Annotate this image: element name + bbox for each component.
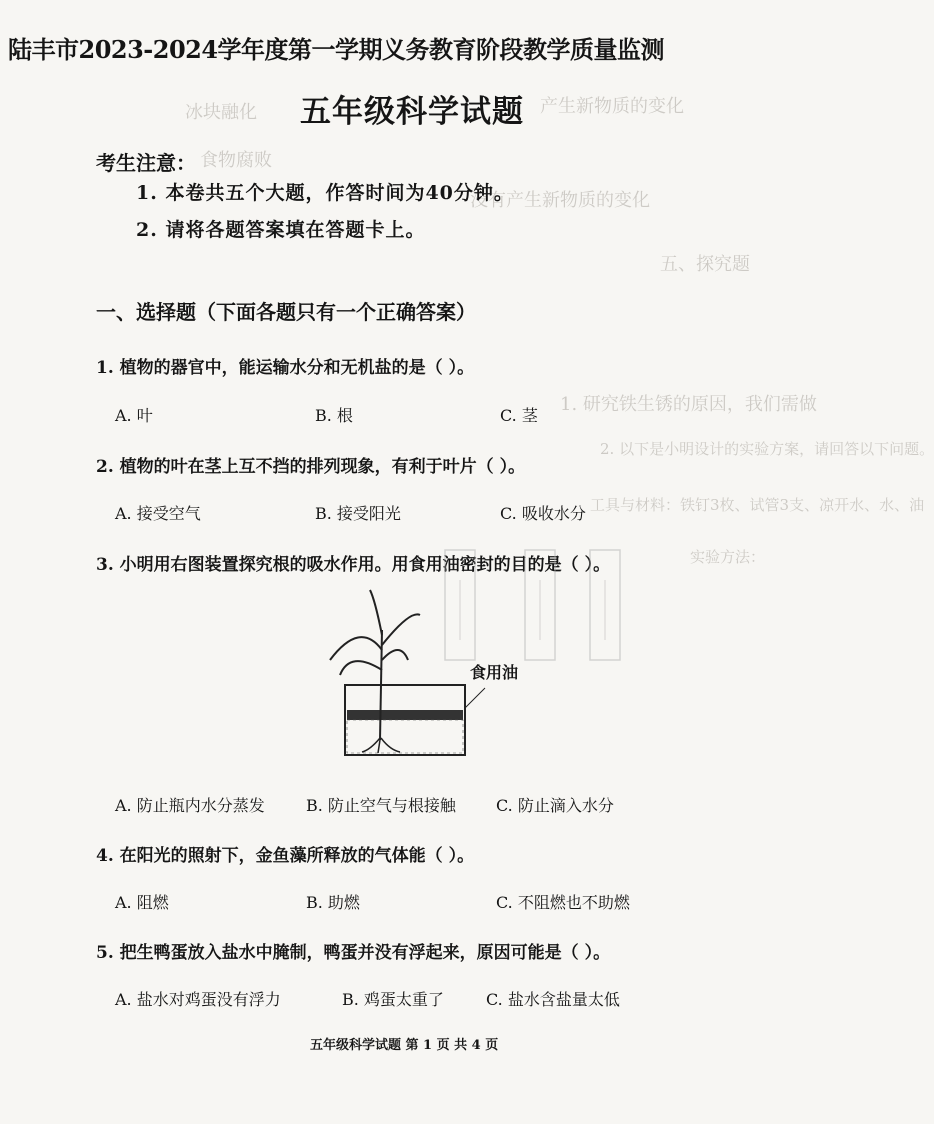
bleed-text: 实验方法： (690, 548, 766, 566)
bleed-text: 工具与材料：铁钉3枚、试管3支、凉开水、水、油 (590, 496, 925, 514)
question-4: 4. 在阳光的照射下，金鱼藻所释放的气体能（ ）。 (96, 846, 475, 866)
question-1: 1. 植物的器官中，能运输水分和无机盐的是（ ）。 (96, 358, 475, 378)
notice-label: 考生注意： (96, 151, 196, 175)
bleed-text: 五、探究题 (660, 254, 750, 275)
option-b: B. 防止空气与根接触 (306, 796, 456, 815)
option-b: B. 鸡蛋太重了 (342, 990, 444, 1009)
option-a: A. 接受空气 (115, 504, 201, 523)
option-a: A. 阻燃 (115, 893, 169, 912)
exam-header: 陆丰市2023-2024学年度第一学期义务教育阶段教学质量监测 (8, 35, 665, 64)
notice-item: 1. 本卷共五个大题，作答时间为40分钟。 (136, 182, 514, 204)
option-b: B. 根 (315, 406, 353, 425)
option-b: B. 接受阳光 (315, 504, 401, 523)
bleed-text: 食物腐败 (200, 150, 272, 171)
option-a: A. 盐水对鸡蛋没有浮力 (115, 990, 281, 1009)
option-c: C. 盐水含盐量太低 (486, 990, 620, 1009)
option-c: C. 不阻燃也不助燃 (496, 893, 630, 912)
bleed-text: 没有产生新物质的变化 (470, 190, 650, 211)
plant-jar-figure (290, 590, 570, 765)
bleed-text: 2. 以下是小明设计的实验方案，请回答以下问题。 (600, 440, 934, 458)
option-c: C. 防止滴入水分 (496, 796, 614, 815)
question-3: 3. 小明用右图装置探究根的吸水作用。用食用油密封的目的是（ ）。 (96, 555, 611, 575)
option-a: A. 防止瓶内水分蒸发 (115, 796, 265, 815)
option-b: B. 助燃 (306, 893, 360, 912)
page-footer: 五年级科学试题 第 1 页 共 4 页 (310, 1038, 499, 1053)
bleed-text: 产生新物质的变化 (540, 96, 684, 117)
oil-label: 食用油 (470, 663, 519, 682)
option-a: A. 叶 (115, 406, 153, 425)
notice-item: 2. 请将各题答案填在答题卡上。 (136, 219, 426, 241)
question-2: 2. 植物的叶在茎上互不挡的排列现象，有利于叶片（ ）。 (96, 457, 526, 477)
page-title: 五年级科学试题 (300, 94, 524, 130)
option-c: C. 茎 (500, 406, 538, 425)
option-c: C. 吸收水分 (500, 504, 586, 523)
question-5: 5. 把生鸭蛋放入盐水中腌制，鸭蛋并没有浮起来，原因可能是（ ）。 (96, 943, 611, 963)
bleed-text: 冰块融化 (185, 102, 257, 123)
section-heading: 一、选择题（下面各题只有一个正确答案） (96, 300, 476, 324)
bleed-text: 1. 研究铁生锈的原因，我们需做 (560, 394, 817, 415)
